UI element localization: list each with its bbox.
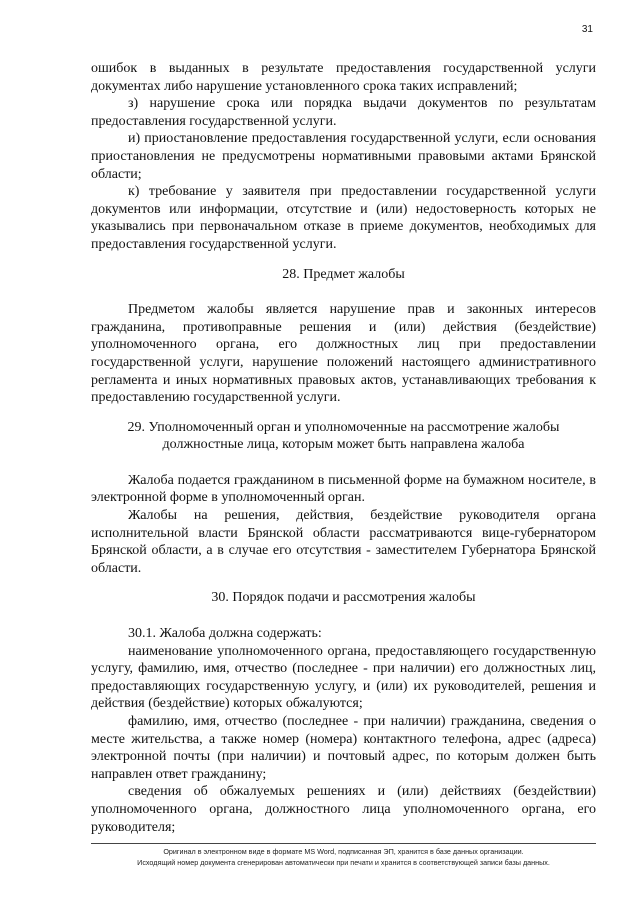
- paragraph: сведения об обжалуемых решениях и (или) действиях (бездействии) уполномоченного органа, должностного лица уполномоченного органа, его руководителя;: [91, 784, 596, 835]
- paragraph: ошибок в выданных в результате предоставления государственной услуги документах либо нарушение установленного срока таких исправлений;: [91, 61, 596, 94]
- paragraph: з) нарушение срока или порядка выдачи документов по результатам предоставления государственной услуги.: [91, 96, 596, 129]
- paragraph: к) требование у заявителя при предоставлении государственной услуги документов или информации, отсутствие и (или) недостоверность которых не указывались при первоначальном отказе в приеме документов, необходимых для предоставления государственной услуги.: [91, 184, 596, 252]
- section-heading: 29. Уполномоченный орган и уполномоченные на рассмотрение жалобы должностные лица, которым может быть направлена жалоба: [127, 419, 560, 453]
- footer-line: Исходящий номер документа сгенерирован автоматически при печати и хранится в соответствующей записи базы данных.: [137, 858, 550, 867]
- paragraph: и) приостановление предоставления государственной услуги, если основания приостановления не предусмотрены нормативными правовыми актами Брянской области;: [91, 131, 596, 182]
- section-heading: 30. Порядок подачи и рассмотрения жалобы: [211, 590, 476, 606]
- paragraph: 30.1. Жалоба должна содержать:: [128, 626, 322, 642]
- paragraph: наименование уполномоченного органа, предоставляющего государственную услугу, фамилию, имя, отчество (последнее - при наличии) его должностных лиц, предоставляющих государственную услугу, и (или) их руководителей, решения и действия (бездействие) которых обжалуются;: [91, 643, 596, 712]
- footer-divider: [91, 843, 596, 844]
- footer: [91, 846, 596, 868]
- paragraph: Жалобы на решения, действия, бездействие руководителя органа исполнительной власти Брянской области рассматриваются вице-губернатором Брянской области, а в случае его отсутствия - заместителем Губернатора Брянской области.: [91, 508, 596, 576]
- page-number: 31: [581, 24, 593, 35]
- section-heading: 28. Предмет жалобы: [282, 266, 405, 282]
- document-body: [91, 60, 596, 836]
- footer-line: Оригинал в электронном виде в формате MS Word, подписанная ЭП, хранится в базе данных организации.: [163, 847, 524, 856]
- paragraph: Предметом жалобы является нарушение прав и законных интересов гражданина, противоправные решения и (или) действия (бездействие) уполномоченного органа, его должностных лиц при предоставлении государственной услуги, нарушение положений настоящего административного регламента и иных нормативных правовых актов, устанавливающих требования к предоставлению государственной услуги.: [91, 302, 596, 406]
- paragraph: фамилию, имя, отчество (последнее - при наличии) гражданина, сведения о месте жительства, а также номер (номера) контактного телефона, адрес (адреса) электронной почты (при наличии) и почтовый адрес, по которым должен быть направлен ответ гражданину;: [91, 714, 596, 782]
- paragraph: Жалоба подается гражданином в письменной форме на бумажном носителе, в электронной форме в уполномоченный орган.: [91, 472, 596, 506]
